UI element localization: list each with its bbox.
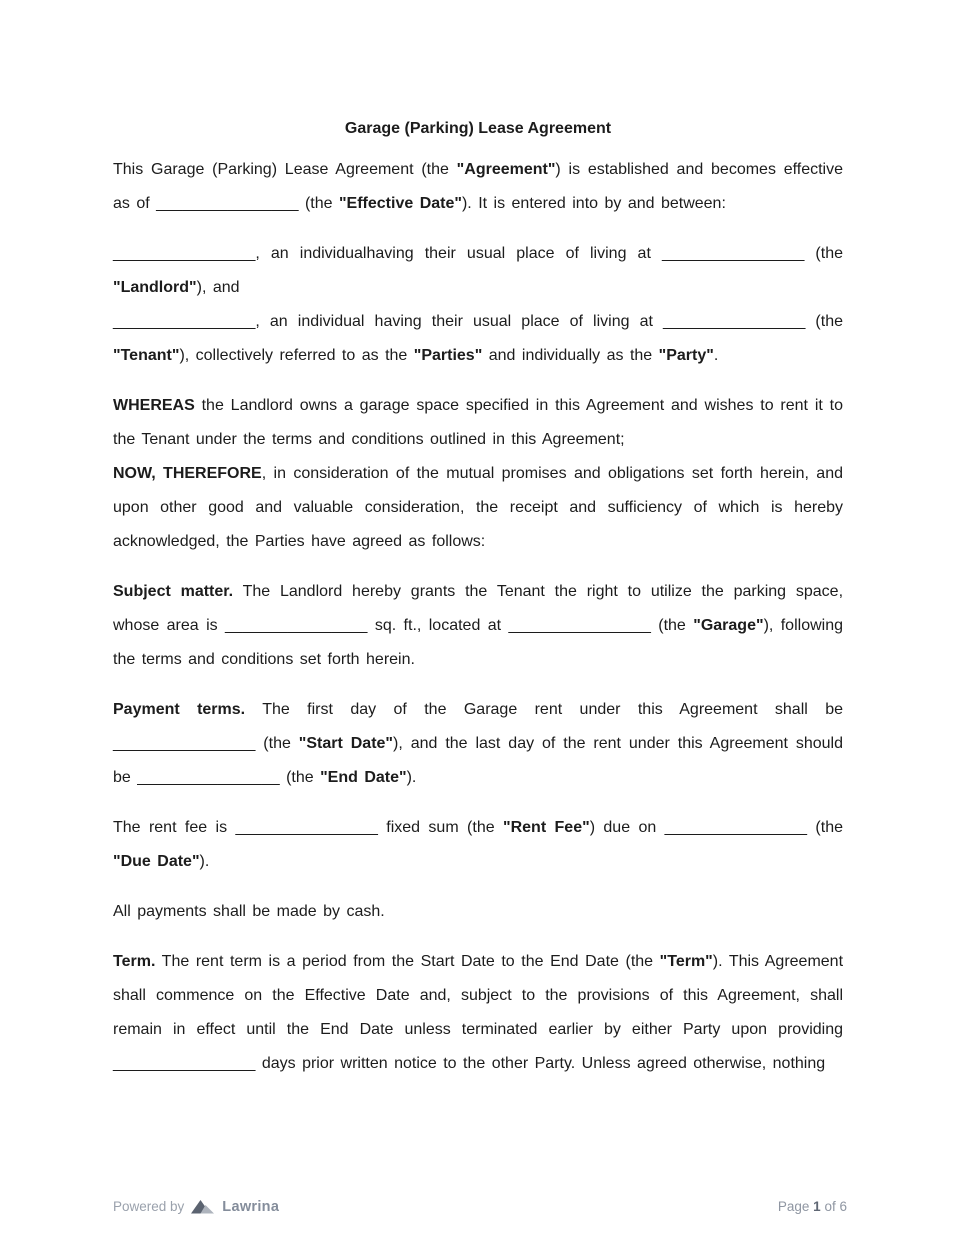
text-run: and individually as the [482, 347, 659, 364]
bold-text: Subject matter. [113, 583, 234, 600]
document-title: Garage (Parking) Lease Agreement [344, 120, 612, 137]
tenant-clause [113, 305, 843, 373]
bold-text: "Due Date" [113, 853, 200, 870]
text-run: The rent fee is ________________ fixed sum (the [113, 819, 503, 836]
bold-text: "End Date" [320, 769, 407, 786]
bold-text: "Agreement" [456, 161, 556, 178]
text-run: ), collectively referred to as the [179, 347, 414, 364]
rent-fee-clause [113, 811, 843, 879]
payment-method-clause [113, 895, 843, 929]
text-run: ________________, an individual having their usual place of living at ________________ (the [113, 313, 843, 330]
text-run: ), and [196, 279, 240, 296]
bold-text: Payment terms. [113, 701, 246, 718]
bold-text: "Party" [658, 347, 714, 364]
bold-text: "Start Date" [298, 735, 394, 752]
text-run: , in consideration of the mutual promises and obligations set forth herein, and upon other good and valuable consideration, the receipt and sufficiency of which is hereby acknowledged, the Parties have agreed as follows: [113, 465, 843, 550]
lawrina-wordmark: Lawrina [222, 1198, 280, 1215]
document-body [113, 153, 843, 1081]
text-run: the Landlord owns a garage space specified in this Agreement and wishes to rent it to the Tenant under the terms and conditions outlined in this Agreement; [113, 397, 843, 448]
powered-by-group [113, 1198, 279, 1215]
whereas-clause [113, 389, 843, 457]
text-run: ). This Agreement shall commence on the Effective Date and, subject to the provisions of this Agreement, shall remain in effect until the End Date unless terminated earlier by either Party upon providing ________________ days prior written notice to the other Party. Unless agreed otherwise, nothing [113, 953, 844, 1072]
landlord-clause [113, 237, 843, 305]
subject-matter-clause [113, 575, 843, 677]
text-run: The Landlord hereby grants the Tenant the right to utilize the parking space, whose area is ________________ sq. ft., located at ________________ (the [113, 583, 844, 634]
page-total-number: 6 [839, 1199, 847, 1214]
text-run: ). [406, 769, 417, 786]
text-run: ). [199, 853, 210, 870]
bold-text: "Effective Date" [338, 195, 462, 212]
text-run: All payments shall be made by cash. [113, 903, 385, 920]
page-current-number: 1 [813, 1199, 821, 1214]
text-run: This Garage (Parking) Lease Agreement (the [113, 161, 457, 178]
page-label: Page [777, 1199, 810, 1214]
bold-text: "Landlord" [113, 279, 197, 296]
powered-by-label: Powered by [113, 1199, 185, 1214]
page-of-label: of [824, 1199, 836, 1214]
bold-text: "Term" [659, 953, 713, 970]
now-therefore-clause [113, 457, 843, 559]
text-run: ) is established and becomes effective as of ________________ (the [113, 161, 844, 212]
text-run: ), and the last day of the rent under this Agreement should be ________________ (the [113, 735, 844, 786]
text-run: The rent term is a period from the Start Date to the End Date (the [155, 953, 660, 970]
lawrina-logo-icon [191, 1198, 215, 1215]
page-footer [113, 1198, 847, 1215]
intro-paragraph [113, 153, 843, 221]
text-run: ________________, an individualhaving their usual place of living at ________________ (the [113, 245, 843, 262]
bold-text: "Garage" [693, 617, 764, 634]
bold-text: NOW, THEREFORE [113, 465, 262, 482]
bold-text: Term. [113, 953, 156, 970]
bold-text: "Parties" [413, 347, 483, 364]
bold-text: WHEREAS [113, 397, 195, 414]
bold-text: "Rent Fee" [503, 819, 590, 836]
page-indicator [778, 1199, 847, 1214]
term-clause [113, 945, 843, 1081]
payment-terms-clause [113, 693, 843, 795]
text-run: ). It is entered into by and between: [461, 195, 726, 212]
bold-text: "Tenant" [113, 347, 180, 364]
text-run: ), following the terms and conditions set forth herein. [113, 617, 843, 668]
text-run: . [713, 347, 719, 364]
text-run: The first day of the Garage rent under this Agreement shall be ________________ (the [113, 701, 843, 752]
text-run: ) due on ________________ (the [589, 819, 843, 836]
